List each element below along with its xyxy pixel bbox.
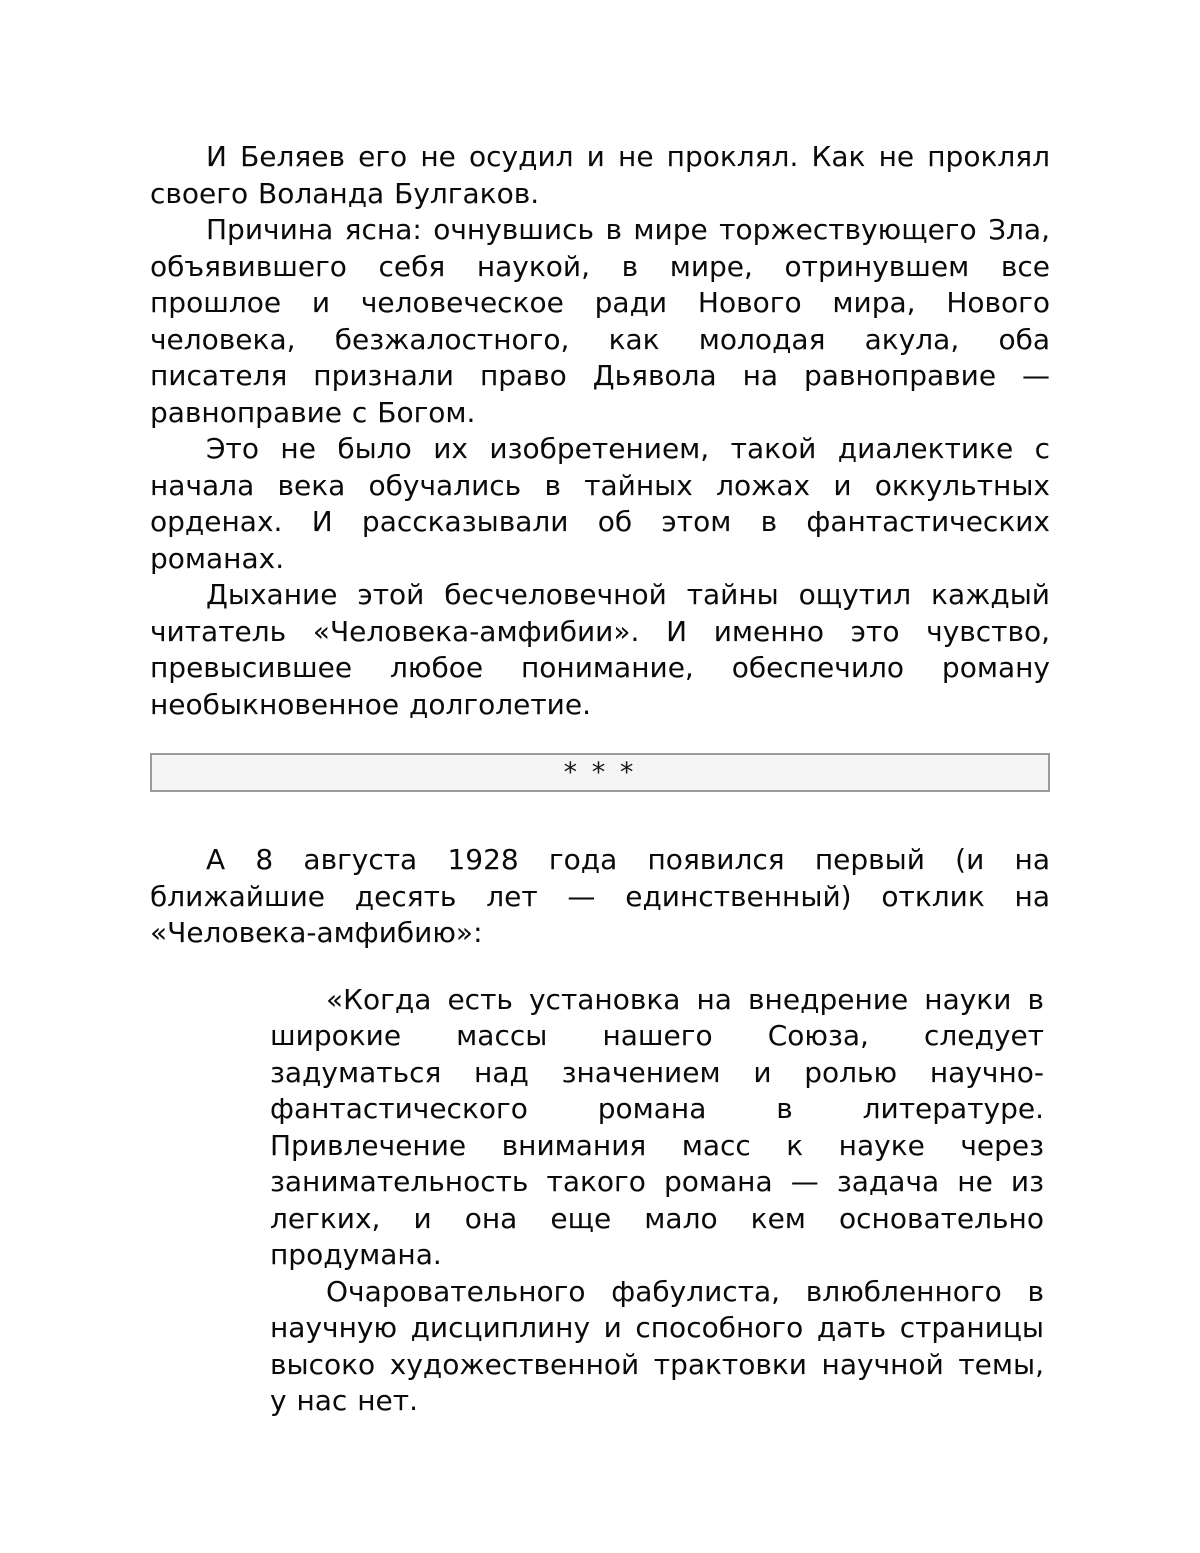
section-separator-box [150, 753, 1050, 792]
body-paragraph-2: Причина ясна: очнувшись в мире торжествующего Зла, объявившего себя наукой, в мире, отринувшем все прошлое и человеческое ради Нового мира, Нового человека, безжалостного, как молодая акула, оба писателя признали право Дьявола на равноправие — равноправие с Богом. [150, 213, 1050, 429]
body-paragraph-1: И Беляев его не осудил и не проклял. Как не проклял своего Воланда Булгаков. [150, 140, 1050, 210]
post-separator-paragraph: А 8 августа 1928 года появился первый (и на ближайшие десять лет — единственный) отклик на «Человека-амфибию»: [150, 843, 1050, 949]
quote-paragraph-2: Очаровательного фабулиста, влюбленного в научную дисциплину и способного дать страницы высоко художественной трактовки научной темы, у нас нет. [270, 1274, 1044, 1417]
separator-asterisks: * * * [563, 757, 637, 788]
body-paragraph-4: Дыхание этой бесчеловечной тайны ощутил каждый читатель «Человека-амфибии». И именно это чувство, превысившее любое понимание, обеспечило роману необыкновенное долголетие. [150, 578, 1050, 721]
review-blockquote [270, 982, 1044, 1420]
body-paragraph-3: Это не было их изобретением, такой диалектике с начала века обучались в тайных ложах и оккультных орденах. И рассказывали об этом в фантастических романах. [150, 432, 1050, 575]
quote-paragraph-1: «Когда есть установка на внедрение науки в широкие массы нашего Союза, следует задуматься над значением и ролью научно-фантастического романа в литературе. Привлечение внимания масс к науке через занимательность такого романа — задача не из легких, и она еще мало кем основательно продумана. [270, 982, 1044, 1271]
